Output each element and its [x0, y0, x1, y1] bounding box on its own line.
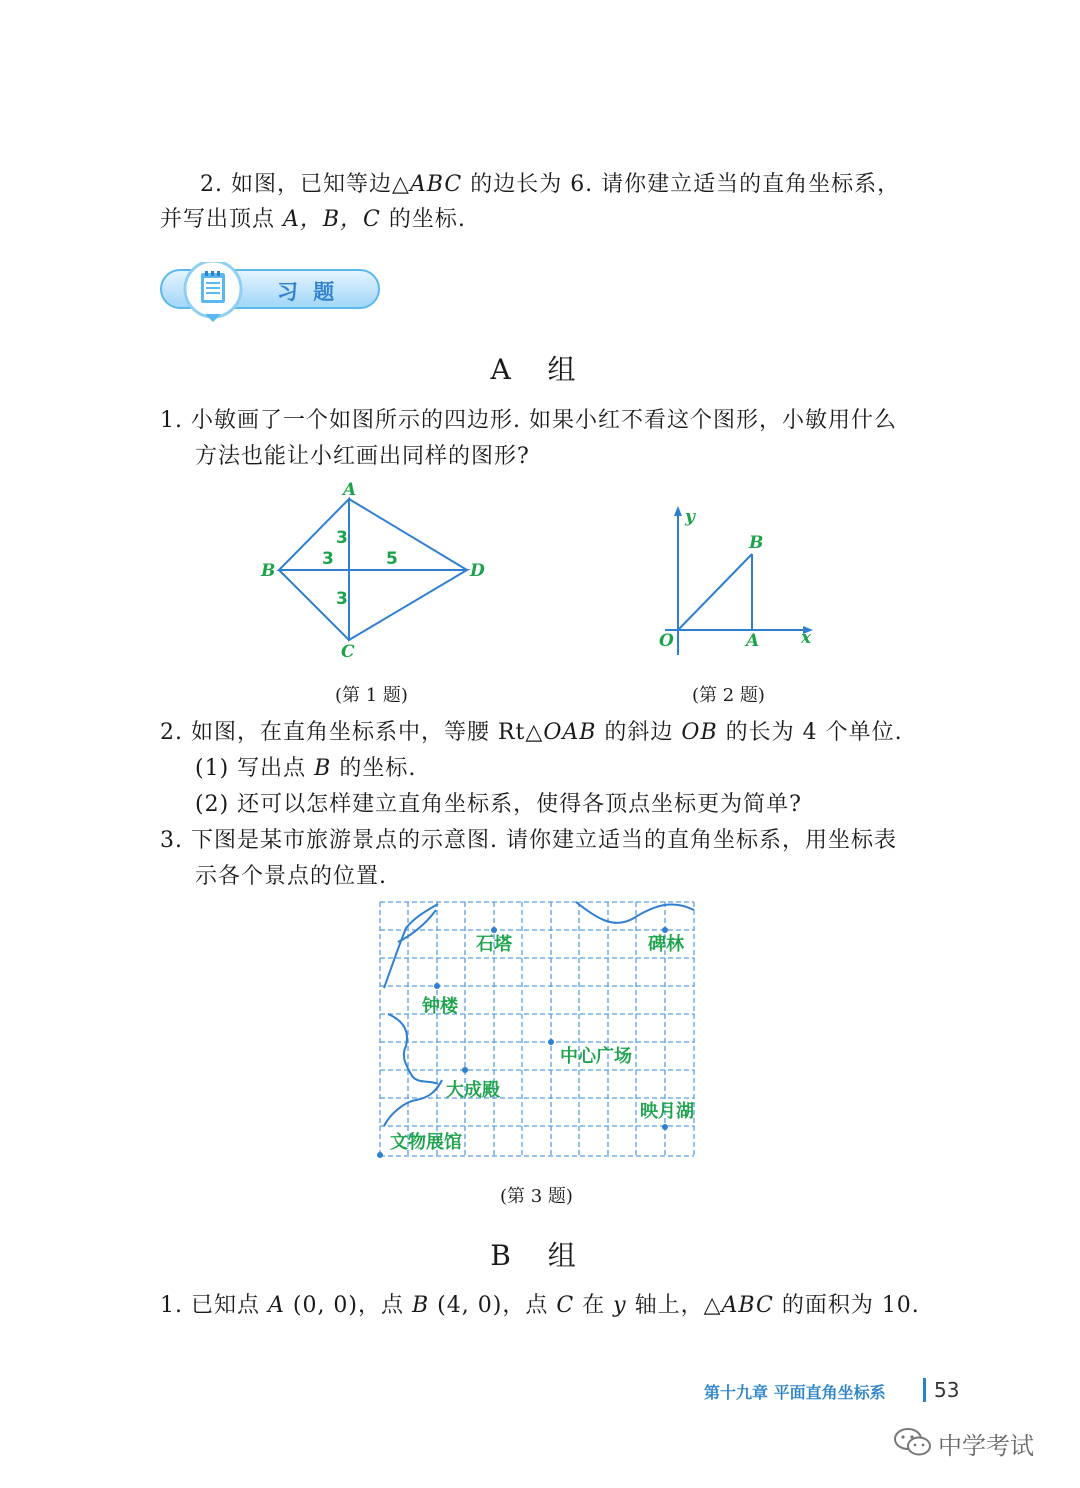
figure-2-caption: (第 2 题)	[692, 685, 765, 706]
b1-text: (0, 0)，点	[284, 1293, 413, 1318]
intro-line-1	[200, 170, 900, 200]
banner-label: 习 题	[277, 280, 339, 304]
q2-text: (1) 写出点	[195, 756, 315, 781]
point-b-label: B	[749, 533, 764, 553]
point-name: B	[314, 756, 332, 781]
point-c-label: C	[341, 642, 355, 662]
page-number: 53	[934, 1378, 960, 1402]
notepad-icon	[201, 271, 225, 303]
figure-2-coordinate-triangle	[645, 500, 835, 665]
place-yingyue: 映月湖	[640, 1101, 694, 1122]
place-dacheng: 大成殿	[446, 1080, 500, 1101]
chapter-title: 第十九章 平面直角坐标系	[704, 1383, 886, 1402]
group-b-title: B 组	[490, 1239, 590, 1272]
wechat-icon	[893, 1426, 933, 1462]
q1-line-1: 1. 小敏画了一个如图所示的四边形. 如果小红不看这个图形，小敏用什么	[160, 408, 897, 433]
length-ao-label: 3	[336, 528, 348, 548]
place-wenwu: 文物展馆	[390, 1132, 462, 1153]
figure-3-caption: (第 3 题)	[500, 1186, 573, 1207]
place-shita: 石塔	[476, 934, 512, 955]
point-d-label: D	[470, 561, 485, 581]
intro-text: 的边长为 6. 请你建立适当的直角坐标系，	[462, 172, 901, 197]
q2-text: 的斜边	[596, 720, 682, 745]
point-name: C	[556, 1293, 575, 1318]
place-beilin: 碑林	[648, 934, 684, 955]
y-axis-label: y	[685, 507, 695, 527]
b1-text: 的面积为 10.	[773, 1293, 920, 1318]
origin-label: O	[659, 631, 674, 651]
figure-1-caption: (第 1 题)	[335, 685, 408, 706]
exercise-banner	[155, 262, 385, 328]
length-oc-label: 3	[336, 589, 348, 609]
q2-text: 的坐标.	[331, 756, 417, 781]
intro-text: 2. 如图，已知等边△	[200, 172, 410, 197]
intro-text: 并写出顶点	[160, 207, 283, 232]
b1-text: 轴上，△	[626, 1293, 722, 1318]
length-od-label: 5	[386, 549, 398, 569]
b1-text: (4, 0)，点	[429, 1293, 557, 1318]
group-a-title: A 组	[490, 353, 590, 386]
b1-text: 1. 已知点	[160, 1293, 268, 1318]
b1-line	[160, 1291, 920, 1321]
place-zhongxin: 中心广场	[560, 1046, 632, 1067]
intro-line-2	[160, 205, 466, 235]
watermark-text: 中学考试	[938, 1432, 1034, 1460]
x-axis-label: x	[801, 628, 812, 648]
vertex-names: A，B，C	[283, 207, 381, 232]
q3-line-2: 示各个景点的位置.	[195, 864, 387, 889]
intro-text: 的坐标.	[380, 207, 466, 232]
footer-divider	[923, 1378, 926, 1402]
point-a-label: A	[343, 480, 357, 500]
point-name: A	[267, 1293, 285, 1318]
segment-name: OB	[681, 720, 718, 745]
q3-line-1: 3. 下图是某市旅游景点的示意图. 请你建立适当的直角坐标系，用坐标表	[160, 828, 897, 853]
length-bo-label: 3	[322, 549, 334, 569]
q1-line-2: 方法也能让小红画出同样的图形?	[195, 444, 530, 469]
figure-1-quadrilateral	[250, 475, 500, 665]
q2-sub-1	[195, 754, 416, 784]
point-a-label: A	[746, 631, 760, 651]
point-name: B	[412, 1293, 430, 1318]
place-zhonglou: 钟楼	[422, 996, 458, 1017]
point-b-label: B	[261, 561, 276, 581]
b1-text: 在	[574, 1293, 614, 1318]
triangle-name: OAB	[543, 720, 597, 745]
q2-text: 2. 如图，在直角坐标系中，等腰 Rt△	[160, 720, 544, 745]
triangle-name: ABC	[409, 172, 463, 197]
q2-text: 的长为 4 个单位.	[717, 720, 903, 745]
triangle-name: ABC	[721, 1293, 774, 1318]
figure-3-tourist-map	[376, 896, 702, 1166]
axis-name: y	[613, 1293, 627, 1318]
q2-sub-2: (2) 还可以怎样建立直角坐标系，使得各顶点坐标更为简单?	[195, 792, 802, 817]
q2-line-1	[160, 718, 903, 748]
